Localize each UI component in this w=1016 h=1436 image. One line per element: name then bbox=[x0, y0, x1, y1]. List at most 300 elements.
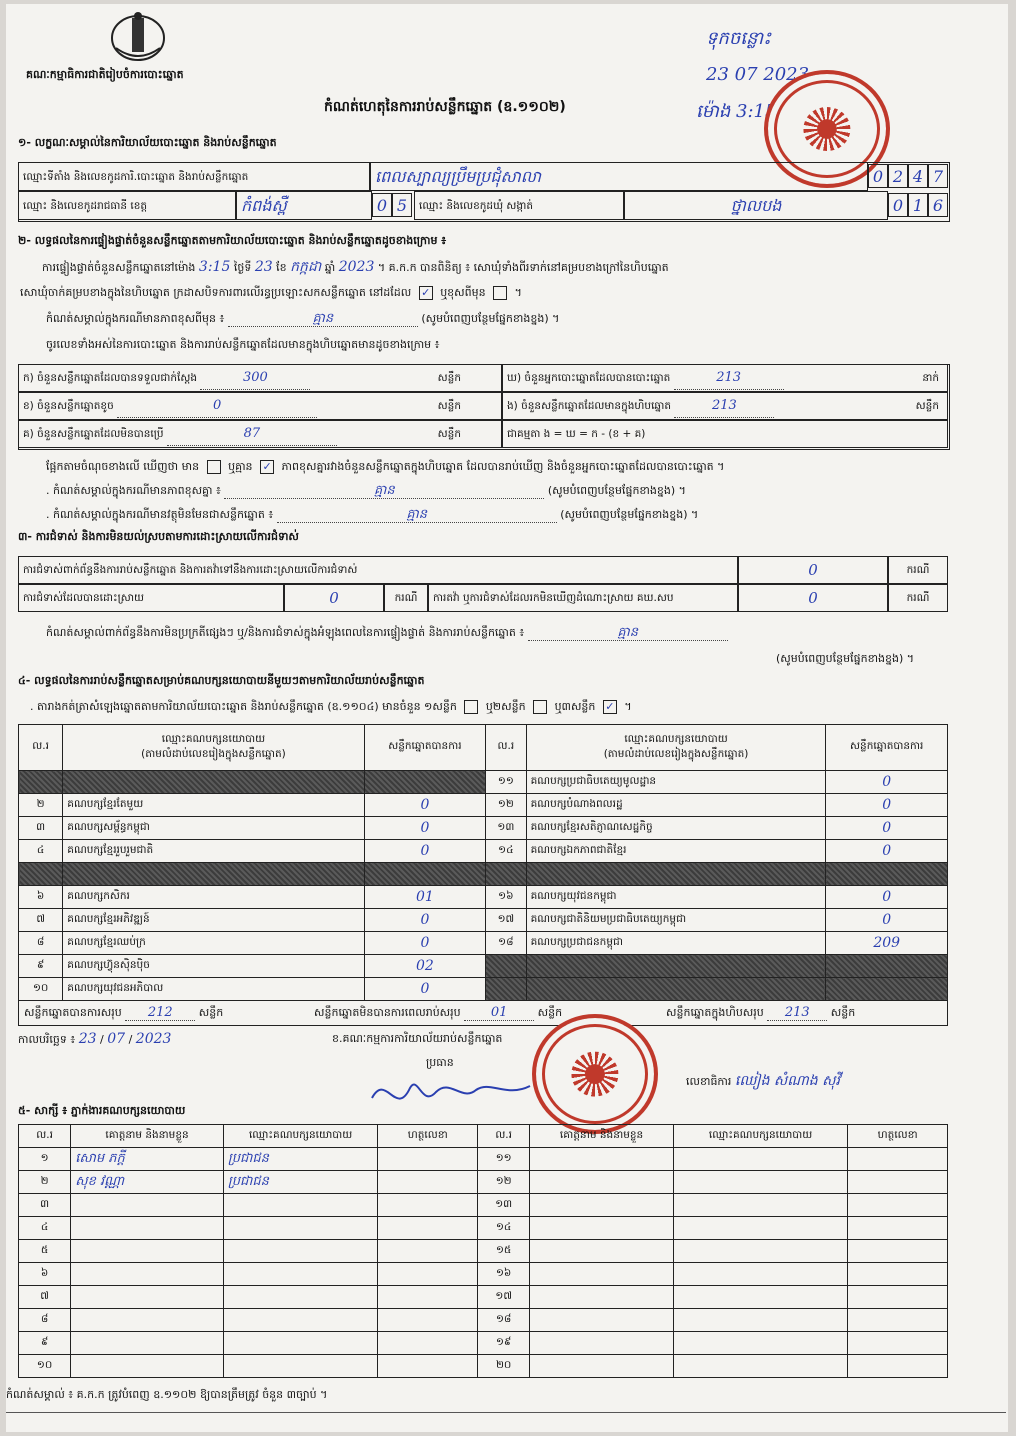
date-line: កាលបរិច្ឆេទ ៖ 23 / 07 / 2023 bbox=[18, 1031, 172, 1047]
col-party-right bbox=[526, 725, 826, 771]
table-row bbox=[19, 886, 948, 909]
party-votes-cell: 0 bbox=[364, 794, 486, 817]
witness-table bbox=[18, 1124, 948, 1378]
form-title: កំណត់ហេតុនៃការរាប់សន្លឹកឆ្នោត (ឧ.១១០២) bbox=[324, 99, 566, 115]
count-d-value: 213 bbox=[674, 367, 784, 390]
objection-total-unit: ករណី bbox=[888, 556, 948, 584]
total-invalid bbox=[314, 1006, 562, 1021]
note2-b: (សូមបំពេញបន្ថែមផ្នែកខាងខ្នង) ។ bbox=[560, 508, 699, 521]
witness-cell bbox=[530, 1263, 674, 1286]
s2-month: កក្កដា bbox=[290, 259, 322, 275]
witness-cell bbox=[71, 1240, 224, 1263]
witness-cell bbox=[848, 1309, 948, 1332]
witness-cell bbox=[530, 1309, 674, 1332]
table-row bbox=[19, 863, 948, 886]
form-sheet bbox=[6, 4, 1008, 1432]
party-party-cell bbox=[526, 978, 826, 1001]
table-row bbox=[19, 909, 948, 932]
commune-code-1: 0 bbox=[888, 193, 908, 217]
official-stamp-bottom bbox=[532, 1014, 658, 1134]
witness-cell bbox=[673, 1309, 847, 1332]
witness-no-cell: ១៨ bbox=[478, 1309, 530, 1332]
s1-title: ១- លក្ខណៈសម្គាល់នៃការិយាល័យបោះឆ្នោត និងរាប់សន្លឹកឆ្នោត bbox=[18, 136, 277, 149]
chair-label: ប្រធាន bbox=[426, 1056, 454, 1069]
total-invalid-label: សន្លឹកឆ្នោតមិនបានការពេលរាប់សរុប bbox=[314, 1006, 461, 1019]
witness-cell bbox=[848, 1217, 948, 1240]
party-party-cell: គណបក្សឯកភាពជាតិខ្មែរ bbox=[526, 840, 826, 863]
note1-line bbox=[46, 484, 686, 499]
witness-cell bbox=[71, 1217, 224, 1240]
witness-cell bbox=[673, 1332, 847, 1355]
note1-a: . កំណត់សម្គាល់ក្នុងករណីមានភាពខុសគ្នា ៖ bbox=[46, 484, 221, 497]
count-e-label: ង) ចំនួនសន្លឹកឆ្នោតដែលមានក្នុងហិបឆ្នោត bbox=[507, 400, 672, 412]
witness-cell: ប្រជាជន bbox=[223, 1171, 378, 1194]
party-party-cell: គណបក្សយុវជនកម្ពុជា bbox=[526, 886, 826, 909]
party-party-cell: គណបក្សយុវជនអភិបាល bbox=[63, 978, 364, 1001]
count-row-b bbox=[18, 392, 502, 420]
party-votes-cell bbox=[826, 863, 948, 886]
party-no-cell bbox=[19, 771, 63, 794]
witness-cell bbox=[71, 1286, 224, 1309]
s2-line1 bbox=[42, 260, 669, 275]
witness-cell bbox=[223, 1332, 378, 1355]
party-votes-cell: 0 bbox=[826, 794, 948, 817]
witness-no-cell: ១២ bbox=[478, 1171, 530, 1194]
two-sheet-checkbox[interactable] bbox=[533, 700, 547, 714]
date-month: 07 bbox=[107, 1031, 126, 1047]
s2-line1-c: ខែ bbox=[276, 261, 287, 274]
witness-cell bbox=[223, 1263, 378, 1286]
commission-name: គណៈកម្មាធិការជាតិរៀបចំការបោះឆ្នោត bbox=[26, 68, 184, 81]
col-party-left-sub: (តាមលំដាប់លេខរៀងក្នុងសន្លឹកឆ្នោត) bbox=[141, 747, 286, 760]
witness-cell bbox=[530, 1194, 674, 1217]
party-votes-cell: 0 bbox=[826, 886, 948, 909]
w-col-sign-left: ហត្ថលេខា bbox=[378, 1125, 478, 1148]
witness-cell bbox=[378, 1148, 478, 1171]
party-no-cell: ១៤ bbox=[486, 840, 526, 863]
witness-cell bbox=[848, 1171, 948, 1194]
party-votes-cell: 01 bbox=[364, 886, 486, 909]
party-votes-cell: 0 bbox=[364, 817, 486, 840]
party-party-cell: គណបក្សសម្ព័ន្ធកម្ពុជា bbox=[63, 817, 364, 840]
total-invalid-unit: សន្លឹក bbox=[537, 1006, 563, 1019]
witness-cell bbox=[378, 1263, 478, 1286]
party-votes-cell bbox=[826, 955, 948, 978]
footer-note: កំណត់សម្គាល់ ៖ គ.ក.ក ត្រូវបំពេញ ឧ.១១០២ ឱ្យបានត្រឹមត្រូវ ចំនួន ៣ច្បាប់ ។ bbox=[6, 1388, 328, 1401]
count-d-unit: នាក់ bbox=[922, 372, 939, 384]
s2-line1-a: ការផ្ទៀងផ្ទាត់ចំនួនសន្លឹកឆ្នោតនៅម៉ោង bbox=[42, 261, 196, 274]
witness-cell bbox=[673, 1194, 847, 1217]
count-c-label: គ) ចំនួនសន្លឹកឆ្នោតដែលមិនបានប្រើ bbox=[23, 428, 164, 440]
witness-cell bbox=[71, 1194, 224, 1217]
w-col-no-right: ល.រ bbox=[478, 1125, 530, 1148]
date-label: កាលបរិច្ឆេទ ៖ bbox=[18, 1033, 76, 1046]
party-no-cell bbox=[486, 955, 526, 978]
witness-rows bbox=[19, 1148, 948, 1378]
s2-line2-b: ឬខុសពីមុន bbox=[440, 286, 486, 299]
count-c-unit: សន្លឹក bbox=[437, 428, 461, 440]
province-code-2: 5 bbox=[392, 193, 412, 217]
s2-line3-b: (សូមបំពេញបន្ថែមផ្នែកខាងខ្នង) ។ bbox=[421, 312, 560, 325]
total-all-value: 213 bbox=[767, 1006, 827, 1021]
witness-no-cell: ១១ bbox=[478, 1148, 530, 1171]
party-votes-cell: 0 bbox=[826, 817, 948, 840]
witness-cell bbox=[530, 1171, 674, 1194]
table-row bbox=[19, 1194, 948, 1217]
col-votes-left: សន្លឹកឆ្នោតបានការ bbox=[364, 725, 486, 771]
party-no-cell: ៤ bbox=[19, 840, 63, 863]
party-party-cell: គណបក្សហ៊្វុនស៊ិនប៉ិច bbox=[63, 955, 364, 978]
party-party-cell: គណបក្សខ្មែរតែមួយ bbox=[63, 794, 364, 817]
witness-cell bbox=[673, 1171, 847, 1194]
witness-cell bbox=[223, 1286, 378, 1309]
w-col-name-right: គោត្តនាម និងនាមខ្លួន bbox=[530, 1125, 674, 1148]
witness-no-cell: ៥ bbox=[19, 1240, 71, 1263]
no-discrepancy-checkbox[interactable]: ✓ bbox=[260, 460, 274, 474]
party-votes-cell: 0 bbox=[364, 932, 486, 955]
count-formula: ជាគម្មតា ង = ឃ = ក - (ខ + គ) bbox=[502, 420, 948, 448]
party-votes-cell: 0 bbox=[826, 771, 948, 794]
count-a-label: ក) ចំនួនសន្លឹកឆ្នោតដែលបានទទួលជាក់ស្តែង bbox=[23, 372, 198, 384]
witness-cell bbox=[223, 1240, 378, 1263]
party-party-cell: គណបក្សប្រជាធិបតេយ្យមូលដ្ឋាន bbox=[526, 771, 826, 794]
party-no-cell bbox=[19, 863, 63, 886]
witness-cell bbox=[378, 1217, 478, 1240]
witness-cell bbox=[530, 1286, 674, 1309]
commune-value: ថ្នាលបង bbox=[624, 191, 888, 220]
col-no-left: ល.រ bbox=[19, 725, 63, 771]
top-note-line1: ទុកចន្លោះ bbox=[706, 28, 772, 49]
party-no-cell: ៣ bbox=[19, 817, 63, 840]
one-sheet-checkbox[interactable] bbox=[464, 700, 478, 714]
party-no-cell: ១០ bbox=[19, 978, 63, 1001]
witness-cell bbox=[848, 1194, 948, 1217]
witness-no-cell: ១៤ bbox=[478, 1217, 530, 1240]
count-a-value: 300 bbox=[200, 367, 310, 390]
total-invalid-value: 01 bbox=[464, 1006, 534, 1021]
s2-line3-a: កំណត់សម្គាល់ក្នុងករណីមានភាពខុសពីមុន ៖ bbox=[46, 312, 225, 325]
party-no-cell: ៨ bbox=[19, 932, 63, 955]
witness-cell bbox=[530, 1240, 674, 1263]
total-valid-label: សន្លឹកឆ្នោតបានការសរុប bbox=[24, 1006, 122, 1019]
party-no-cell: ១៣ bbox=[486, 817, 526, 840]
party-no-cell bbox=[486, 978, 526, 1001]
unresolved-value: 0 bbox=[738, 584, 888, 612]
s3-note-value: គ្មាន bbox=[528, 626, 728, 641]
s2-time: 3:15 bbox=[198, 259, 231, 275]
top-note-date: 23 07 2023 bbox=[706, 64, 810, 85]
witness-cell bbox=[378, 1171, 478, 1194]
party-party-cell bbox=[63, 863, 364, 886]
table-row bbox=[19, 1217, 948, 1240]
witness-cell: សោម ភក្តី bbox=[71, 1148, 224, 1171]
witness-no-cell: ៣ bbox=[19, 1194, 71, 1217]
table-row bbox=[19, 978, 948, 1001]
table-row bbox=[19, 1286, 948, 1309]
note1-value: គ្មាន bbox=[224, 484, 544, 499]
note2-value: គ្មាន bbox=[277, 508, 557, 523]
resolved-value: 0 bbox=[284, 584, 384, 612]
table-row bbox=[19, 1171, 948, 1194]
s2-line3-value: គ្មាន bbox=[228, 312, 418, 327]
party-no-cell: ១២ bbox=[486, 794, 526, 817]
commune-code-2: 1 bbox=[908, 193, 928, 217]
table-row bbox=[19, 1332, 948, 1355]
party-rows bbox=[19, 771, 948, 1001]
s3-note-line bbox=[46, 626, 728, 641]
party-no-cell: ២ bbox=[19, 794, 63, 817]
emblem-icon bbox=[106, 8, 170, 66]
province-code-1: 0 bbox=[372, 193, 392, 217]
table-row bbox=[19, 1309, 948, 1332]
witness-cell bbox=[71, 1355, 224, 1378]
discrepancy-c: ភាពខុសគ្នារវាងចំនួនសន្លឹកឆ្នោតក្នុងហិបឆ្នោត ដែលបានរាប់ឃើញ និងចំនួនអ្នកបោះឆ្នោតដែលបានបោះឆ្នោត ។ bbox=[281, 460, 725, 473]
s2-year: 2023 bbox=[338, 259, 375, 275]
s2-line1-e: ។ គ.ក.ក បានពិនិត្យ ៖ សោឃុំទាំងពីរទាក់នៅគម្របខាងក្រៅនៃហិបឆ្នោត bbox=[377, 261, 669, 274]
note2-a: . កំណត់សម្គាល់ក្នុងករណីមានវត្ថុមិនមែនជាសន្លឹកឆ្នោត ៖ bbox=[46, 508, 274, 521]
witness-cell bbox=[848, 1286, 948, 1309]
has-discrepancy-checkbox[interactable] bbox=[207, 460, 221, 474]
witness-cell bbox=[378, 1240, 478, 1263]
resolved-unit: ករណី bbox=[384, 584, 428, 612]
note1-b: (សូមបំពេញបន្ថែមផ្នែកខាងខ្នង) ។ bbox=[547, 484, 686, 497]
objection-total-label: ការជំទាស់ពាក់ព័ន្ធនឹងការរាប់សន្លឹកឆ្នោត និងការតវ៉ាទៅនឹងការដោះស្រាយលើការជំទាស់ bbox=[18, 556, 738, 584]
table-row bbox=[19, 794, 948, 817]
table-row bbox=[19, 932, 948, 955]
witness-cell bbox=[223, 1194, 378, 1217]
witness-cell bbox=[71, 1263, 224, 1286]
total-valid-unit: សន្លឹក bbox=[198, 1006, 224, 1019]
witness-cell bbox=[530, 1355, 674, 1378]
total-all bbox=[666, 1006, 855, 1021]
table-row bbox=[19, 840, 948, 863]
count-row-e bbox=[502, 392, 948, 420]
table-row bbox=[19, 1263, 948, 1286]
office-code-1: 0 bbox=[868, 164, 888, 188]
objection-total-value: 0 bbox=[738, 556, 888, 584]
party-no-cell: ១១ bbox=[486, 771, 526, 794]
witness-cell bbox=[530, 1217, 674, 1240]
party-votes-cell: 02 bbox=[364, 955, 486, 978]
s2-line2-a: សោឃុំចាក់គម្របខាងក្នុងនៃហិបឆ្នោត ក្រដាសបិទការពារលើរន្ធប្រឡោះសកសន្លឹកឆ្នោត នៅដដែល bbox=[20, 286, 412, 299]
total-all-unit: សន្លឹក bbox=[830, 1006, 856, 1019]
top-note-line3: ម៉ោង 3:15 bbox=[696, 101, 777, 122]
w-col-party-left: ឈ្មោះគណបក្សនយោបាយ bbox=[223, 1125, 378, 1148]
s3-note-b: (សូមបំពេញបន្ថែមផ្នែកខាងខ្នង) ។ bbox=[776, 652, 915, 665]
witness-cell bbox=[223, 1309, 378, 1332]
committee-label: ខ.គណៈកម្មការការិយាល័យរាប់សន្លឹកឆ្នោត bbox=[332, 1032, 503, 1045]
party-no-cell: ៩ bbox=[19, 955, 63, 978]
witness-no-cell: ៨ bbox=[19, 1309, 71, 1332]
party-no-cell: ៧ bbox=[19, 909, 63, 932]
count-row-a bbox=[18, 364, 502, 392]
office-value: ពេលស្បាល្យប្រឹមប្រជុំសាលា bbox=[370, 162, 868, 191]
s3-title: ៣- ការជំទាស់ និងការមិនយល់ស្របតាមការដោះស្រាយលើការជំទាស់ bbox=[18, 530, 299, 543]
col-no-right: ល.រ bbox=[486, 725, 526, 771]
count-e-unit: សន្លឹក bbox=[915, 400, 939, 412]
witness-cell bbox=[378, 1286, 478, 1309]
witness-no-cell: ១៣ bbox=[478, 1194, 530, 1217]
count-a-unit: សន្លឹក bbox=[437, 372, 461, 384]
witness-no-cell: ៩ bbox=[19, 1332, 71, 1355]
different-checkbox[interactable] bbox=[493, 286, 507, 300]
w-col-name-left: គោត្តនាម និងនាមខ្លួន bbox=[71, 1125, 224, 1148]
s5-title: ៥- សាក្សី ៖ ភ្នាក់ងារគណបក្សនយោបាយ bbox=[18, 1104, 186, 1117]
office-label: ឈ្មោះទីតាំង និងលេខកូដការិ.បោះឆ្នោត និងរាប់សន្លឹកឆ្នោត bbox=[18, 162, 370, 191]
party-votes-cell bbox=[364, 771, 486, 794]
witness-cell bbox=[848, 1263, 948, 1286]
party-votes-cell: 0 bbox=[826, 840, 948, 863]
unresolved-unit: ករណី bbox=[888, 584, 948, 612]
total-valid bbox=[24, 1006, 223, 1021]
witness-cell bbox=[71, 1309, 224, 1332]
witness-no-cell: ៧ bbox=[19, 1286, 71, 1309]
three-sheet-checkbox[interactable]: ✓ bbox=[603, 700, 617, 714]
count-b-label: ខ) ចំនួនសន្លឹកឆ្នោតខូច bbox=[23, 400, 114, 412]
witness-cell bbox=[378, 1332, 478, 1355]
discrepancy-line bbox=[46, 460, 724, 474]
party-no-cell: ១៦ bbox=[486, 886, 526, 909]
table-row bbox=[19, 771, 948, 794]
party-party-cell: គណបក្សខ្មែរអភិវឌ្ឍន៍ bbox=[63, 909, 364, 932]
witness-cell bbox=[530, 1332, 674, 1355]
discrepancy-a: ផ្អែកតាមចំណុចខាងលើ ឃើញថា មាន bbox=[46, 460, 200, 473]
s2-line4: ចូរលេខទាំងអស់នៃការបោះឆ្នោត និងការរាប់សន្លឹកឆ្នោតដែលមានក្នុងហិបឆ្នោតមានដូចខាងក្រោម ៖ bbox=[46, 338, 440, 351]
witness-no-cell: ១០ bbox=[19, 1355, 71, 1378]
footer-rule bbox=[6, 1412, 1006, 1413]
total-valid-value: 212 bbox=[125, 1006, 195, 1021]
count-e-value: 213 bbox=[674, 395, 774, 418]
office-code-3: 4 bbox=[908, 164, 928, 188]
s4-intro-b: ឬ២សន្លឹក bbox=[485, 700, 526, 713]
s4-intro: . តារាងកត់ត្រាសំឡេងឆ្នោតតាមការិយាល័យបោះឆ្នោត និងរាប់សន្លឹកឆ្នោត (ឧ.១១០៤) មានចំនួន ១សន្លឹក ឬ២សន្លឹក ឬ៣សន្លឹក ✓ ។ bbox=[30, 700, 632, 713]
col-party-left-title: ឈ្មោះគណបក្សនយោបាយ bbox=[161, 732, 266, 745]
witness-cell bbox=[673, 1355, 847, 1378]
witness-cell bbox=[378, 1309, 478, 1332]
count-row-c bbox=[18, 420, 502, 448]
witness-cell bbox=[378, 1355, 478, 1378]
witness-no-cell: ៤ bbox=[19, 1217, 71, 1240]
commune-label: ឈ្មោះ និងលេខកូដឃុំ សង្កាត់ bbox=[414, 191, 624, 220]
witness-no-cell: ៦ bbox=[19, 1263, 71, 1286]
witness-cell bbox=[673, 1217, 847, 1240]
witness-no-cell: ១៦ bbox=[478, 1263, 530, 1286]
s2-line3 bbox=[46, 312, 559, 327]
province-value: កំពង់ស្ពឺ bbox=[236, 191, 372, 220]
party-votes-cell: 209 bbox=[826, 932, 948, 955]
witness-cell: ប្រជាជន bbox=[223, 1148, 378, 1171]
witness-cell bbox=[673, 1263, 847, 1286]
discrepancy-b: ឬគ្មាន bbox=[228, 460, 253, 473]
s3-note-a: កំណត់សម្គាល់ពាក់ព័ន្ធនឹងការមិនប្រក្រតីផ្សេងៗ ឬ/និងការជំទាស់ក្នុងអំឡុងពេលនៃការផ្ទៀងផ្ទាត់ និងការរាប់សន្លឹកឆ្នោត ៖ bbox=[46, 626, 525, 639]
witness-no-cell: ២ bbox=[19, 1171, 71, 1194]
party-party-cell: គណបក្សខ្មែររួបរួមជាតិ bbox=[63, 840, 364, 863]
party-votes-cell: 0 bbox=[364, 978, 486, 1001]
party-results-table bbox=[18, 724, 948, 1001]
office-code-4: 7 bbox=[928, 164, 948, 188]
party-party-cell: គណបក្សបំណាងពលរដ្ឋ bbox=[526, 794, 826, 817]
s2-title: ២- លទ្ធផលនៃការផ្ទៀងផ្ទាត់ចំនួនសន្លឹកឆ្នោតតាមការិយាល័យបោះឆ្នោត និងរាប់សន្លឹកឆ្នោតដូចខាងក្រោម ៖ bbox=[18, 234, 447, 247]
s2-line2: សោឃុំចាក់គម្របខាងក្នុងនៃហិបឆ្នោត ក្រដាសបិទការពារលើរន្ធប្រឡោះសកសន្លឹកឆ្នោត នៅដដែល ✓ ឬខុសពីមុន ។ bbox=[20, 286, 522, 299]
witness-cell bbox=[530, 1148, 674, 1171]
w-col-sign-right: ហត្ថលេខា bbox=[848, 1125, 948, 1148]
witness-cell bbox=[223, 1355, 378, 1378]
witness-cell bbox=[378, 1194, 478, 1217]
chair-signature bbox=[366, 1068, 536, 1118]
s2-line1-b: ថ្ងៃទី bbox=[233, 261, 252, 274]
secretary-label: លេខាធិការ bbox=[686, 1075, 732, 1088]
table-row bbox=[19, 1355, 948, 1378]
party-votes-cell bbox=[826, 978, 948, 1001]
witness-cell bbox=[223, 1217, 378, 1240]
witness-cell bbox=[673, 1240, 847, 1263]
table-row bbox=[19, 817, 948, 840]
s4-intro-a: . តារាងកត់ត្រាសំឡេងឆ្នោតតាមការិយាល័យបោះឆ្នោត និងរាប់សន្លឹកឆ្នោត (ឧ.១១០៤) មានចំនួន ១សន្លឹក bbox=[30, 700, 457, 713]
w-col-no-left: ល.រ bbox=[19, 1125, 71, 1148]
total-all-label: សន្លឹកឆ្នោតក្នុងហិបសរុប bbox=[666, 1006, 764, 1019]
witness-no-cell: ១៩ bbox=[478, 1332, 530, 1355]
party-party-cell: គណបក្សខ្មែរសតិភ្ញាណសេដ្ឋកិច្ច bbox=[526, 817, 826, 840]
party-party-cell: គណបក្សកសិករ bbox=[63, 886, 364, 909]
col-votes-right: សន្លឹកឆ្នោតបានការ bbox=[826, 725, 948, 771]
witness-cell bbox=[848, 1240, 948, 1263]
witness-no-cell: ១៥ bbox=[478, 1240, 530, 1263]
same-checkbox[interactable]: ✓ bbox=[419, 286, 433, 300]
col-party-right-title: ឈ្មោះគណបក្សនយោបាយ bbox=[624, 732, 728, 745]
count-b-unit: សន្លឹក bbox=[437, 400, 461, 412]
party-votes-cell bbox=[364, 863, 486, 886]
s4-title: ៤- លទ្ធផលនៃការរាប់សន្លឹកឆ្នោតសម្រាប់គណបក្សនយោបាយនីមួយៗតាមការិយាល័យរាប់សន្លឹកឆ្នោត bbox=[18, 674, 425, 687]
party-no-cell: ១៨ bbox=[486, 932, 526, 955]
secretary-line bbox=[686, 1074, 840, 1089]
party-party-cell bbox=[526, 863, 826, 886]
w-col-party-right: ឈ្មោះគណបក្សនយោបាយ bbox=[673, 1125, 847, 1148]
count-b-value: 0 bbox=[117, 395, 317, 418]
count-row-d bbox=[502, 364, 948, 392]
col-party-right-sub: (តាមលំដាប់លេខរៀងក្នុងសន្លឹកឆ្នោត) bbox=[603, 747, 749, 760]
col-party-left bbox=[63, 725, 364, 771]
s2-line1-d: ឆ្នាំ bbox=[324, 261, 336, 274]
witness-no-cell: ២០ bbox=[478, 1355, 530, 1378]
note2-line bbox=[46, 508, 698, 523]
party-no-cell: ១៧ bbox=[486, 909, 526, 932]
witness-cell bbox=[71, 1332, 224, 1355]
date-day: 23 bbox=[78, 1031, 97, 1047]
witness-cell bbox=[673, 1286, 847, 1309]
unresolved-label: ការតវ៉ា ឬការជំទាស់ដែលរកមិនឃើញដំណោះស្រាយ គឃ.សប bbox=[428, 584, 738, 612]
witness-no-cell: ១ bbox=[19, 1148, 71, 1171]
party-party-cell: គណបក្សប្រជាជនកម្ពុជា bbox=[526, 932, 826, 955]
s2-day: 23 bbox=[254, 259, 273, 275]
party-votes-cell: 0 bbox=[364, 840, 486, 863]
province-label: ឈ្មោះ និងលេខកូដរាជធានី ខេត្ត bbox=[18, 191, 236, 220]
resolved-label: ការជំទាស់ដែលបានដោះស្រាយ bbox=[18, 584, 284, 612]
witness-no-cell: ១៧ bbox=[478, 1286, 530, 1309]
commune-code-3: 6 bbox=[928, 193, 948, 217]
witness-cell bbox=[848, 1332, 948, 1355]
party-party-cell bbox=[63, 771, 364, 794]
count-d-label: ឃ) ចំនួនអ្នកបោះឆ្នោតដែលបានបោះឆ្នោត bbox=[507, 372, 671, 384]
witness-cell bbox=[848, 1148, 948, 1171]
party-votes-cell: 0 bbox=[364, 909, 486, 932]
party-party-cell: គណបក្សជាតិនិយមប្រជាធិបតេយ្យកម្ពុជា bbox=[526, 909, 826, 932]
secretary-value: ឈៀង សំណាង សុវី bbox=[734, 1073, 840, 1089]
date-year: 2023 bbox=[135, 1031, 172, 1047]
table-row bbox=[19, 955, 948, 978]
witness-cell bbox=[848, 1355, 948, 1378]
witness-cell: សុខ វណ្ណា bbox=[71, 1171, 224, 1194]
party-party-cell bbox=[526, 955, 826, 978]
